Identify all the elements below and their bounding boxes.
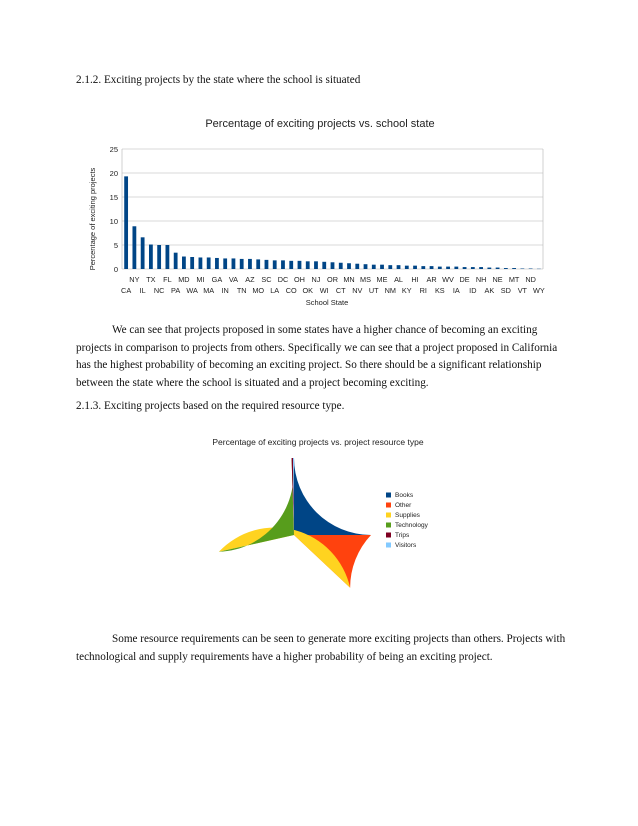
x-tick-label: DE [459,275,470,284]
bar-MS [364,264,368,269]
bar-KS [438,267,442,269]
legend-label: Books [395,492,414,499]
x-tick-label: OH [294,275,305,284]
bar-CT [339,263,343,269]
x-tick-label: NH [475,275,487,284]
legend-label: Technology [395,522,428,529]
x-tick-label: MI [196,275,205,284]
section-heading-resource: 2.1.3. Exciting projects based on the required resource type. [76,400,345,412]
x-tick-label: KS [434,286,445,295]
x-tick-label: SC [261,275,272,284]
bar-GA [215,258,219,269]
bar-IL [141,237,145,269]
bar-NJ [314,261,318,269]
bar-ID [471,267,475,269]
x-tick-label: MS [360,275,371,284]
section1-paragraph-text: We can see that projects proposed in some states have a higher chance of becoming an exciting projects in comparison to projects from others. Specifically we can see that a project proposed in California has the highest probability of becoming an exciting project. So there should be a significant relationship between the state where the school is situated and a project becoming exciting. [76,324,558,389]
x-tick-label: RI [419,286,427,295]
x-tick-label: WI [319,286,329,295]
x-tick-label: MD [178,275,190,284]
x-tick-label: AZ [245,275,255,284]
x-tick-label: MN [343,275,355,284]
bar-chart-xlabel: School State [305,298,349,307]
bar-NE [496,268,500,269]
x-tick-label: IL [139,286,146,295]
bar-IN [223,258,227,269]
legend-label: Trips [395,532,410,539]
x-tick-label: TX [146,275,156,284]
x-tick-label: PA [171,286,181,295]
bar-OR [331,262,335,269]
bar-VA [232,258,236,269]
bar-MN [347,263,351,269]
bar-MI [199,257,203,269]
bar-MD [182,257,186,269]
bar-MO [256,259,260,269]
bar-IA [454,267,458,269]
y-tick-label: 10 [109,217,118,226]
x-tick-label: IA [452,286,460,295]
bar-PA [174,253,178,269]
x-tick-label: NM [384,286,396,295]
x-tick-label: VT [517,286,528,295]
legend-label: Supplies [395,512,420,519]
x-tick-label: NJ [311,275,321,284]
x-tick-label: AL [394,275,404,284]
bar-DC [281,260,285,269]
x-tick-label: NC [153,286,165,295]
bar-chart-title: Percentage of exciting projects vs. school state [205,118,435,130]
bar-UT [372,265,376,269]
x-tick-label: OK [302,286,314,295]
x-tick-label: ID [469,286,477,295]
x-tick-label: ME [376,275,388,284]
bar-MT [512,268,516,269]
section-heading-state: 2.1.2. Exciting projects by the state where the school is situated [76,74,361,86]
section2-paragraph-text: Some resource requirements can be seen to generate more exciting projects than others. Projects with technological and supply requirements have a higher probability of being an exciting project. [76,633,566,663]
x-tick-label: UT [368,286,379,295]
x-tick-label: VA [228,275,239,284]
x-tick-label: MT [508,275,520,284]
x-tick-label: WY [532,286,545,295]
bar-OK [306,261,310,269]
x-tick-label: SD [500,286,511,295]
x-tick-label: AK [484,286,495,295]
bar-AL [397,265,401,269]
bar-HI [413,266,417,269]
x-tick-label: HI [411,275,419,284]
x-tick-label: MA [203,286,215,295]
y-tick-label: 15 [109,193,118,202]
bar-NC [157,245,161,269]
x-tick-label: FL [163,275,172,284]
x-tick-label: IN [221,286,229,295]
y-tick-label: 20 [109,169,118,178]
bar-OH [298,261,302,269]
x-tick-label: CO [285,286,297,295]
x-tick-label: CA [121,286,132,295]
x-tick-label: OR [327,275,338,284]
x-tick-label: NE [492,275,503,284]
bar-RI [421,266,425,269]
x-tick-label: ND [525,275,536,284]
x-tick-label: NV [352,286,363,295]
bar-KY [405,266,409,269]
y-tick-label: 5 [113,241,118,250]
y-tick-label: 0 [113,265,118,274]
section1-paragraph [76,322,566,392]
bar-NH [479,267,483,269]
bar-AR [430,266,434,269]
x-tick-label: CT [335,286,346,295]
section2-paragraph [76,631,566,666]
bar-CA [124,176,128,269]
bar-NY [132,226,136,269]
x-tick-label: TN [236,286,247,295]
x-tick-label: AR [426,275,437,284]
x-tick-label: LA [270,286,280,295]
bar-NV [355,264,359,269]
bar-NM [388,265,392,269]
bar-DE [463,267,467,269]
bar-WA [190,257,194,269]
x-tick-label: MO [252,286,265,295]
bar-MA [207,257,211,269]
bar-TN [240,259,244,269]
bar-WI [322,262,326,269]
x-tick-label: WV [442,275,454,284]
bar-chart-ylabel: Percentage of exciting projects [88,167,97,271]
bar-ME [380,265,384,269]
bar-AK [487,268,491,269]
bar-SD [504,268,508,269]
x-tick-label: KY [401,286,412,295]
legend-label: Other [395,502,412,509]
bar-SC [265,260,269,269]
bar-AZ [248,259,252,269]
bar-TX [149,245,153,269]
pie-chart-title: Percentage of exciting projects vs. project resource type [212,437,424,447]
x-tick-label: GA [211,275,223,284]
y-tick-label: 25 [109,145,118,154]
bar-FL [166,245,170,269]
bar-CO [289,261,293,269]
x-tick-label: NY [129,275,140,284]
bar-WV [446,267,450,269]
bar-LA [273,260,277,269]
x-tick-label: DC [277,275,289,284]
x-tick-label: WA [186,286,198,295]
legend-label: Visitors [395,542,417,549]
